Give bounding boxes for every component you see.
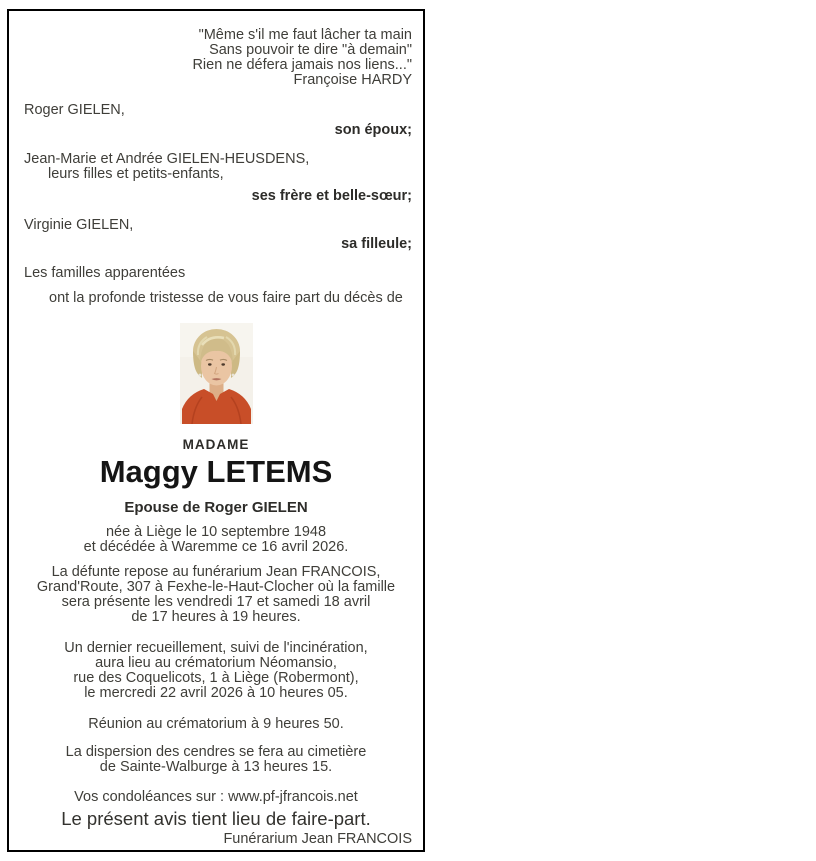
portrait-photo [180, 323, 253, 424]
relative-group-goddaughter [9, 218, 423, 252]
relative-name: Jean-Marie et Andrée GIELEN-HEUSDENS, [24, 151, 310, 167]
funeral-home-signature: Funérarium Jean FRANCOIS [223, 831, 412, 847]
repose-line: sera présente les vendredi 17 et samedi 18 avril [61, 594, 371, 610]
families-line: Les familles apparentées [24, 265, 186, 281]
repose-line: Grand'Route, 307 à Fexhe-le-Haut-Clocher où la famille [36, 579, 396, 595]
honorific-title: MADAME [182, 437, 250, 452]
quote-author: Françoise HARDY [293, 72, 412, 88]
spouse-line: Epouse de Roger GIELEN [124, 499, 308, 516]
quote-block [9, 28, 423, 88]
deceased-name: Maggy LETEMS [99, 454, 333, 489]
dispersion-line: de Sainte-Walburge à 13 heures 15. [99, 759, 333, 775]
quote-line: Rien ne défera jamais nos liens..." [192, 57, 412, 73]
repose-paragraph [9, 565, 423, 625]
relative-relation: sa filleule; [341, 236, 412, 252]
quote-line: "Même s'il me faut lâcher ta main [198, 27, 412, 43]
dispersion-paragraph [9, 745, 423, 775]
ceremony-line: le mercredi 22 avril 2026 à 10 heures 05. [84, 685, 348, 701]
birth-line: née à Liège le 10 septembre 1948 [105, 524, 327, 540]
relative-name: Virginie GIELEN, [24, 217, 134, 233]
birth-death-paragraph [9, 525, 423, 555]
obituary-card [7, 9, 425, 852]
announcement-line: ont la profonde tristesse de vous faire part du décès de [49, 290, 403, 306]
faire-part-notice: Le présent avis tient lieu de faire-part. [61, 808, 371, 829]
relative-relation: ses frère et belle-sœur; [251, 188, 412, 204]
ceremony-paragraph [9, 641, 423, 701]
ceremony-line: Un dernier recueillement, suivi de l'incinération, [64, 640, 368, 656]
dispersion-line: La dispersion des cendres se fera au cimetière [65, 744, 367, 760]
condolences-line: Vos condoléances sur : www.pf-jfrancois.net [74, 789, 358, 805]
relative-group-siblings [9, 152, 423, 204]
relative-name: leurs filles et petits-enfants, [48, 166, 224, 182]
ceremony-line: rue des Coquelicots, 1 à Liège (Robermont), [73, 670, 359, 686]
relative-relation: son époux; [334, 122, 412, 138]
relative-group-spouse [9, 103, 423, 138]
repose-line: de 17 heures à 19 heures. [131, 609, 301, 625]
relative-name: Roger GIELEN, [24, 102, 125, 118]
quote-line: Sans pouvoir te dire "à demain" [209, 42, 412, 58]
ceremony-line: aura lieu au crématorium Néomansio, [95, 655, 337, 671]
death-line: et décédée à Waremme ce 16 avril 2026. [83, 539, 349, 555]
repose-line: La défunte repose au funérarium Jean FRANCOIS, [51, 564, 381, 580]
reunion-line: Réunion au crématorium à 9 heures 50. [88, 716, 344, 732]
